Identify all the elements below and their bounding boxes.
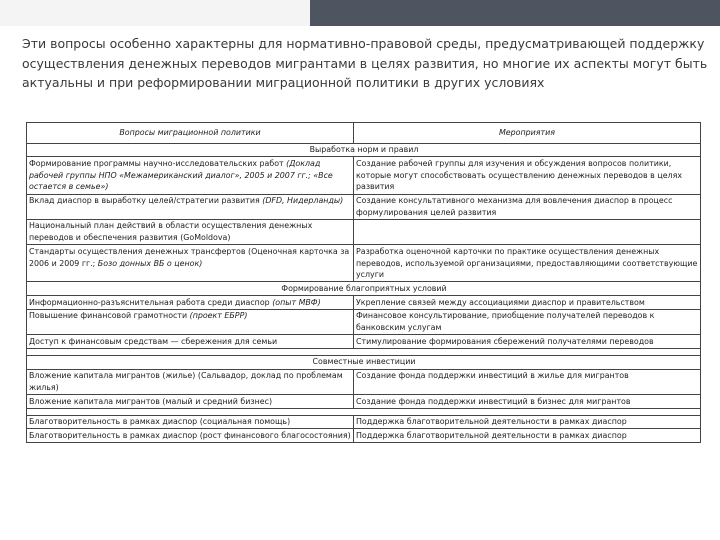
header-measures: Мероприятия — [354, 123, 701, 144]
policy-cell — [27, 395, 354, 409]
measure-cell: Создание консультативного механизма для вовлечения диаспор в процесс формулирования целей развития — [354, 194, 701, 219]
table-row — [27, 219, 701, 244]
policy-text: Национальный план действий в области осуществления денежных переводов и обеспечения развития (GoMoldova) — [29, 221, 313, 243]
section-row — [27, 355, 701, 369]
section-conditions: Формирование благоприятных условий — [27, 282, 701, 296]
policy-cell — [27, 157, 354, 194]
table-row — [27, 309, 701, 334]
section-row — [27, 282, 701, 296]
policy-cell — [27, 369, 354, 394]
measure-cell: Поддержка благотворительной деятельности в рамках диаспор — [354, 415, 701, 429]
spacer-row — [27, 348, 701, 355]
spacer-cell — [27, 408, 701, 415]
policy-cell — [27, 429, 354, 443]
section-investments: Совместные инвестиции — [27, 355, 701, 369]
policy-cell — [27, 335, 354, 349]
table-row — [27, 395, 701, 409]
table-row — [27, 157, 701, 194]
slide-top-bar — [0, 0, 720, 26]
table-row — [27, 296, 701, 310]
policy-cell — [27, 245, 354, 282]
policy-text: Вложение капитала мигрантов (малый и средний бизнес) — [29, 396, 273, 406]
table-row — [27, 194, 701, 219]
policy-text: Вклад диаспор в выработку целей/стратегии развития — [29, 196, 260, 206]
table-row — [27, 369, 701, 394]
policy-text: Благотворительность в рамках диаспор (рост финансового благосостояния) — [29, 430, 351, 440]
table-row — [27, 245, 701, 282]
policy-source: (опыт МВФ) — [272, 297, 321, 307]
policy-cell — [27, 309, 354, 334]
measure-cell: Разработка оценочной карточки по практике осуществления денежных переводов, используемой организациями, предоставляющими соответствующие услуги — [354, 245, 701, 282]
policy-text: Доступ к финансовым средствам — сбережения для семьи — [29, 336, 278, 346]
measure-cell: Создание фонда поддержки инвестиций в бизнес для мигрантов — [354, 395, 701, 409]
table-header-row — [27, 123, 701, 144]
measure-cell: Финансовое консультирование, приобщение получателей переводов к банковским услугам — [354, 309, 701, 334]
measure-cell: Создание рабочей группы для изучения и обсуждения вопросов политики, которые могут способствовать осуществлению денежных переводов в целях развития — [354, 157, 701, 194]
header-policy-issues: Вопросы миграционной политики — [27, 123, 354, 144]
table-row — [27, 335, 701, 349]
policy-text: Повышение финансовой грамотности — [29, 311, 188, 321]
policy-text: Стандарты осуществления денежных трансфертов (Оценочная карточка за 2006 и 2009 гг.; — [29, 246, 350, 268]
policy-cell — [27, 219, 354, 244]
section-norms: Выработка норм и правил — [27, 143, 701, 157]
spacer-cell — [27, 348, 701, 355]
policy-cell — [27, 415, 354, 429]
measure-cell: Поддержка благотворительной деятельности в рамках диаспор — [354, 429, 701, 443]
section-row — [27, 143, 701, 157]
slide-top-bar-accent — [310, 0, 720, 26]
policy-cell — [27, 296, 354, 310]
spacer-row — [27, 408, 701, 415]
policy-cell — [27, 194, 354, 219]
policy-measures-table — [26, 122, 701, 443]
policy-source: Бозо донных ВБ о ценок) — [97, 258, 203, 268]
policy-text: Благотворительность в рамках диаспор (социальная помощь) — [29, 417, 291, 427]
policy-text: Вложение капитала мигрантов (жилье) (Сальвадор, доклад по проблемам жилья) — [29, 371, 343, 392]
measure-cell: Укрепление связей между ассоциациями диаспор и правительством — [354, 296, 701, 310]
table-row — [27, 429, 701, 443]
policy-text: Информационно-разъяснительная работа среди диаспор — [29, 297, 270, 307]
intro-paragraph: Эти вопросы особенно характерны для нормативно-правовой среды, предусматривающей поддержку осуществления денежных переводов мигрантами в целях развития, но многие их аспекты могут быть актуальны и при реформировании миграционной политики в других условиях — [22, 36, 708, 90]
table-row — [27, 415, 701, 429]
policy-source: (Доклад рабочей группы НПО «Межамериканский диалог», 2005 и 2007 гг.; «Все остается в семье») — [29, 158, 333, 192]
measure-cell: Стимулирование формирования сбережений получателями переводов — [354, 335, 701, 349]
policy-source: (проект ЕБРР) — [189, 311, 248, 321]
measure-cell: Создание фонда поддержки инвестиций в жилье для мигрантов — [354, 369, 701, 394]
policy-source: (DFD, Нидерланды) — [262, 196, 344, 206]
policy-text: Формирование программы научно-исследовательских работ — [29, 158, 284, 168]
measure-cell — [354, 219, 701, 244]
